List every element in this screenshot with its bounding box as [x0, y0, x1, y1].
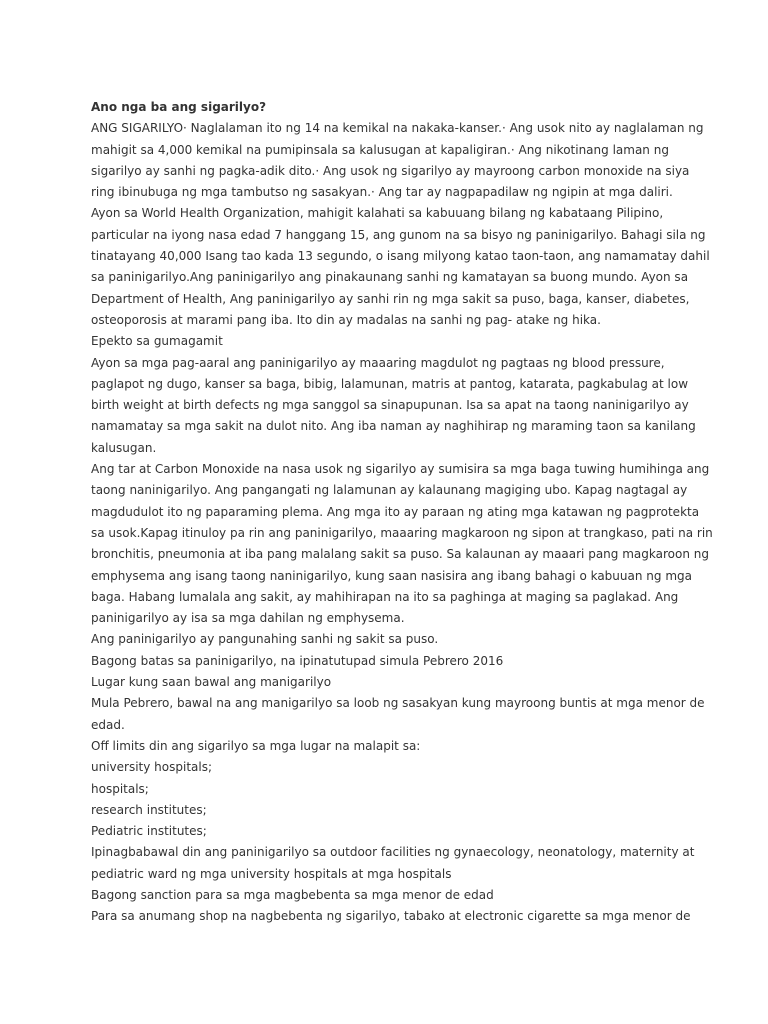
text-line: Ipinagbabawal din ang paninigarilyo sa outdoor facilities ng gynaecology, neonatology, maternity at — [91, 845, 695, 860]
text-line: Ang tar at Carbon Monoxide na nasa usok ng sigarilyo ay sumisira sa mga baga tuwing humihinga ang — [91, 462, 710, 477]
paragraph — [91, 800, 691, 821]
text-line: paglapot ng dugo, kanser sa baga, bibig, lalamunan, matris at pantog, katarata, pagkabulag at low — [91, 376, 689, 391]
text-line: kalusugan. — [91, 440, 157, 455]
text-line: Ayon sa World Health Organization, mahigit kalahati sa kabuuang bilang ng kabataang Pilipino, — [91, 206, 664, 221]
text-line: university hospitals; — [91, 760, 213, 775]
text-line: Epekto sa gumagamit — [91, 334, 223, 349]
text-line: sa usok.Kapag itinuloy pa rin ang paninigarilyo, maaaring magkaroon ng sipon at trangkaso, pati na rin — [91, 525, 713, 540]
paragraph — [91, 672, 691, 693]
text-line: Ang paninigarilyo ay pangunahing sanhi ng sakit sa puso. — [91, 632, 439, 647]
text-line: baga. Habang lumalala ang sakit, ay mahihirapan na ito sa paghinga at maging sa paglakad. Ang — [91, 589, 679, 604]
text-line: mahigit sa 4,000 kemikal na pumipinsala sa kalusugan at kapaligiran.· Ang nikotinang laman ng — [91, 142, 669, 157]
paragraph — [91, 757, 691, 778]
text-line: sa paninigarilyo.Ang paninigarilyo ang pinakaunang sanhi ng kamatayan sa buong mundo. Ayon sa — [91, 270, 689, 285]
text-line: ring ibinubuga ng mga tambutso ng sasakyan.· Ang tar ay nagpapadilaw ng ngipin at mga daliri. — [91, 185, 673, 200]
text-line: namamatay sa mga sakit na dulot nito. Ang iba naman ay naghihirap ng maraming taon sa kanilang — [91, 419, 696, 434]
text-line: particular na iyong nasa edad 7 hanggang 15, ang gunom na sa bisyo ng paninigarilyo. Bahagi sila ng — [91, 227, 706, 242]
paragraph-list — [91, 118, 713, 927]
paragraph — [91, 693, 705, 736]
text-line: Off limits din ang sigarilyo sa mga lugar na malapit sa: — [91, 738, 421, 753]
text-line: tinatayang 40,000 Isang tao kada 13 segundo, o isang milyong katao taon-taon, ang namamatay dahil — [91, 249, 710, 264]
text-line: hospitals; — [91, 781, 149, 796]
text-line: emphysema ang isang taong naninigarilyo, kung saan nasisira ang ibang bahagi o kabuuan ng mga — [91, 568, 692, 583]
text-line: research institutes; — [91, 802, 207, 817]
document-body — [91, 97, 713, 928]
paragraph — [91, 331, 691, 352]
text-line: edad. — [91, 717, 125, 732]
text-line: Para sa anumang shop na nagbebenta ng sigarilyo, tabako at electronic cigarette sa mga menor de — [91, 909, 691, 924]
paragraph — [91, 736, 691, 757]
text-line: birth weight at birth defects ng mga sanggol sa sinapupunan. Isa sa apat na taong naninigarilyo ay — [91, 398, 689, 413]
text-line: Mula Pebrero, bawal na ang manigarilyo sa loob ng sasakyan kung mayroong buntis at mga menor de — [91, 696, 705, 711]
paragraph — [91, 821, 691, 842]
text-line: Ayon sa mga pag-aaral ang paninigarilyo ay maaaring magdulot ng pagtaas ng blood pressure, — [91, 355, 665, 370]
text-line: Bagong sanction para sa mga magbebenta sa mga menor de edad — [91, 887, 494, 902]
paragraph — [91, 118, 704, 203]
text-line: ANG SIGARILYO· Naglalaman ito ng 14 na kemikal na nakaka-kanser.· Ang usok nito ay naglalaman ng — [91, 121, 704, 136]
text-line: taong naninigarilyo. Ang pangangati ng lalamunan ay kalaunang magiging ubo. Kapag nagtagal ay — [91, 483, 688, 498]
paragraph — [91, 842, 695, 885]
paragraph — [91, 203, 710, 331]
text-line: sigarilyo ay sanhi ng pagka-adik dito.· Ang usok ng sigarilyo ay mayroong carbon monoxide na siya — [91, 163, 690, 178]
paragraph — [91, 885, 691, 906]
text-line: Pediatric institutes; — [91, 824, 207, 839]
text-line: Lugar kung saan bawal ang manigarilyo — [91, 675, 332, 690]
paragraph — [91, 459, 713, 629]
text-line: pediatric ward ng mga university hospitals at mga hospitals — [91, 866, 452, 881]
text-line: paninigarilyo ay isa sa mga dahilan ng emphysema. — [91, 611, 405, 626]
text-line: bronchitis, pneumonia at iba pang malalang sakit sa puso. Sa kalaunan ay maaari pang magkaroon ng — [91, 547, 709, 562]
paragraph — [91, 651, 691, 672]
text-line: Bagong batas sa paninigarilyo, na ipinatutupad simula Pebrero 2016 — [91, 653, 504, 668]
document-title: Ano nga ba ang sigarilyo? — [91, 100, 267, 114]
text-line: Department of Health, Ang paninigarilyo ay sanhi rin ng mga sakit sa puso, baga, kanser, diabetes, — [91, 291, 690, 306]
text-line: osteoporosis at marami pang iba. Ito din ay madalas na sanhi ng pag- atake ng hika. — [91, 312, 601, 327]
paragraph — [91, 779, 691, 800]
paragraph — [91, 353, 696, 459]
text-line: magdudulot ito ng paparaming plema. Ang mga ito ay paraan ng ating mga katawan ng pagprotekta — [91, 504, 700, 519]
paragraph — [91, 629, 691, 650]
paragraph — [91, 906, 691, 927]
